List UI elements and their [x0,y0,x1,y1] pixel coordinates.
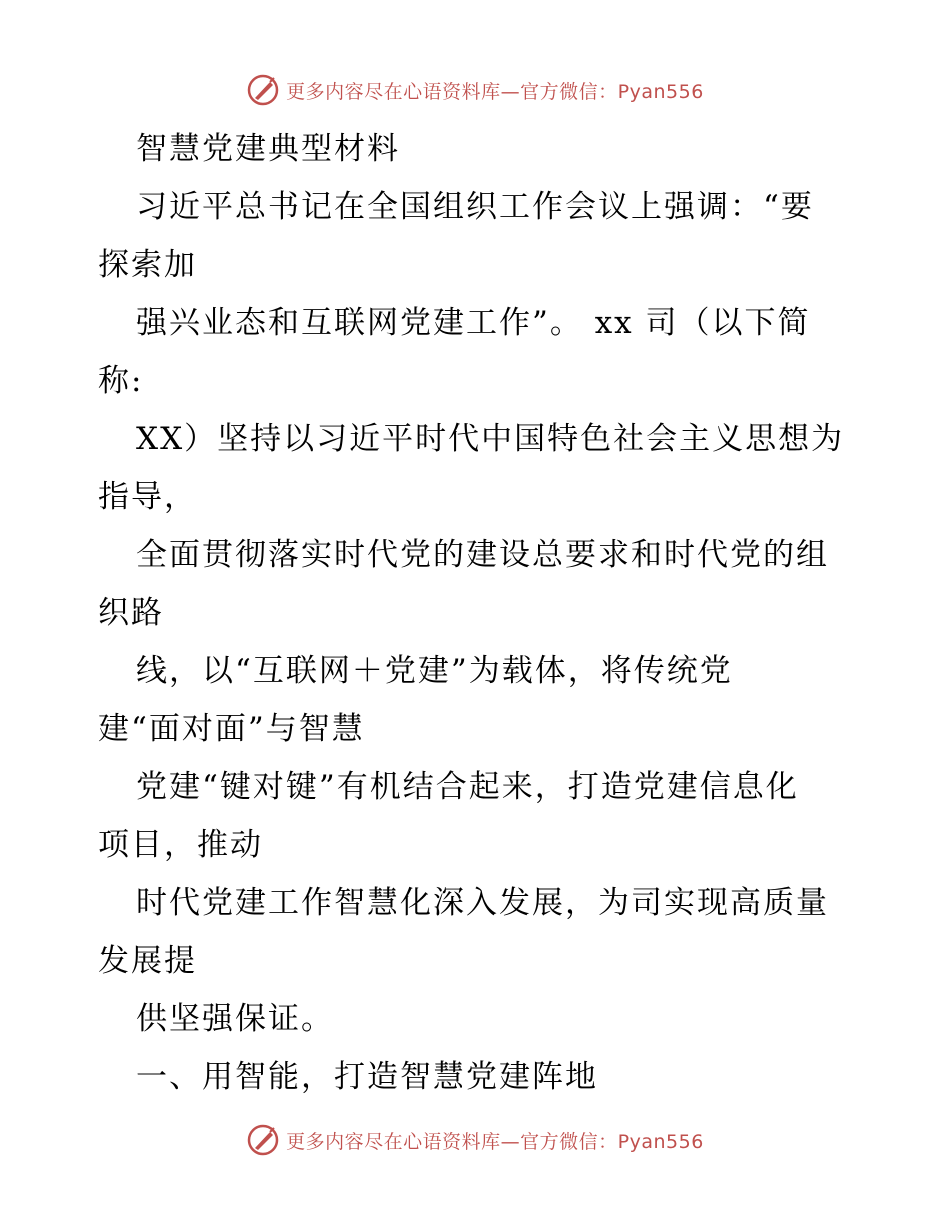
watermark-text: 更多内容尽在心语资料库—官方微信：Pyan556 [286,80,704,103]
document-body [98,120,858,1106]
text-line: 织路 [98,595,164,631]
text-line: 一、用智能，打造智慧党建阵地 [136,1059,598,1095]
text-line: XX）坚持以习近平时代中国特色社会主义思想为 [136,421,845,457]
text-line: 项目，推动 [98,827,263,863]
text-line: 探索加 [98,247,197,283]
text-line: 供坚强保证。 [136,1001,334,1037]
text-line: 线，以“互联网＋党建”为载体，将传统党 [136,653,733,689]
text-line: 指导， [98,479,197,515]
text-line: 全面贯彻落实时代党的建设总要求和时代党的组 [136,537,829,573]
footer-watermark [0,1120,950,1160]
text-line: 建“面对面”与智慧 [98,711,365,747]
watermark-text: 更多内容尽在心语资料库—官方微信：Pyan556 [286,1130,704,1153]
quill-logo-icon [246,73,280,107]
text-line: 强兴业态和互联网党建工作”。 xx 司（以下简 [136,305,811,341]
text-line: 智慧党建典型材料 [136,131,400,167]
text-line: 党建“键对键”有机结合起来，打造党建信息化 [136,769,799,805]
quill-logo-icon [246,1123,280,1157]
text-line: 称: [98,363,144,399]
text-line: 习近平总书记在全国组织工作会议上强调：“要 [136,189,814,225]
text-line: 时代党建工作智慧化深入发展，为司实现高质量 [136,885,829,921]
header-watermark [0,70,950,110]
text-line: 发展提 [98,943,197,979]
